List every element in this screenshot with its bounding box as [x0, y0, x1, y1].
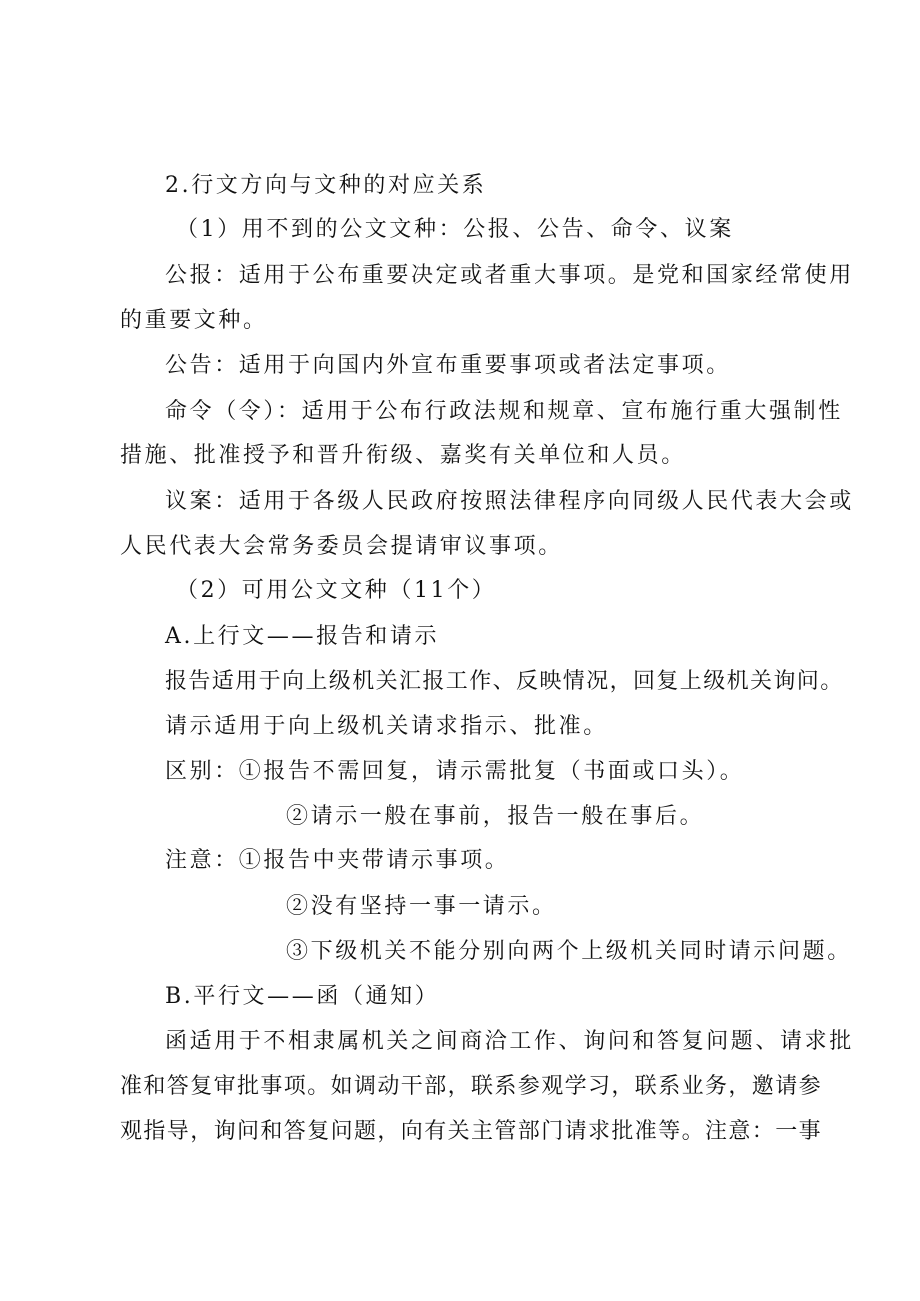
paragraph-mingling-line-2: 措施、批准授予和晋升衔级、嘉奖有关单位和人员。 — [120, 443, 686, 468]
paragraph-han-line-3: 观指导，询问和答复问题，向有关主管部门请求批准等。注意：一事 — [120, 1119, 823, 1144]
paragraph-gonggao: 公告：适用于向国内外宣布重要事项或者法定事项。 — [165, 353, 731, 378]
paragraph-yian-line-1: 议案：适用于各级人民政府按照法律程序向同级人民代表大会或 — [165, 489, 854, 514]
paragraph-qubie-line-2: ②请示一般在事前，报告一般在事后。 — [286, 804, 705, 829]
paragraph-zhuyi-line-2: ②没有坚持一事一请示。 — [286, 894, 557, 919]
paragraph-mingling-line-1: 命令（令）：适用于公布行政法规和规章、宣布施行重大强制性 — [165, 399, 843, 424]
paragraph-gongbao-line-2: 的重要文种。 — [120, 308, 268, 333]
subsection-heading-unused-types: （1）用不到的公文文种：公报、公告、命令、议案 — [176, 217, 734, 242]
paragraph-baogao: 报告适用于向上级机关汇报工作、反映情况，回复上级机关询问。 — [165, 669, 844, 694]
paragraph-han-line-2: 准和答复审批事项。如调动干部，联系参观学习，联系业务，邀请参 — [120, 1074, 823, 1099]
paragraph-han-line-1: 函适用于不相隶属机关之间商洽工作、询问和答复问题、请求批 — [165, 1029, 854, 1054]
paragraph-qingshi: 请示适用于向上级机关请求指示、批准。 — [165, 714, 608, 739]
paragraph-zhuyi-line-1: 注意：①报告中夹带请示事项。 — [165, 848, 510, 873]
heading-upward-documents: A.上行文——报告和请示 — [165, 624, 440, 649]
heading-parallel-documents: B.平行文——函（通知） — [165, 984, 440, 1009]
subsection-heading-usable-types: （2）可用公文文种（11个） — [176, 578, 497, 603]
paragraph-zhuyi-line-3: ③下级机关不能分别向两个上级机关同时请示问题。 — [286, 939, 852, 964]
paragraph-qubie-line-1: 区别：①报告不需回复，请示需批复（书面或口头）。 — [165, 759, 745, 784]
paragraph-yian-line-2: 人民代表大会常务委员会提请审议事项。 — [120, 534, 563, 559]
paragraph-gongbao-line-1: 公报：适用于公布重要决定或者重大事项。是党和国家经常使用 — [165, 263, 854, 288]
section-heading: 2.行文方向与文种的对应关系 — [165, 173, 487, 198]
